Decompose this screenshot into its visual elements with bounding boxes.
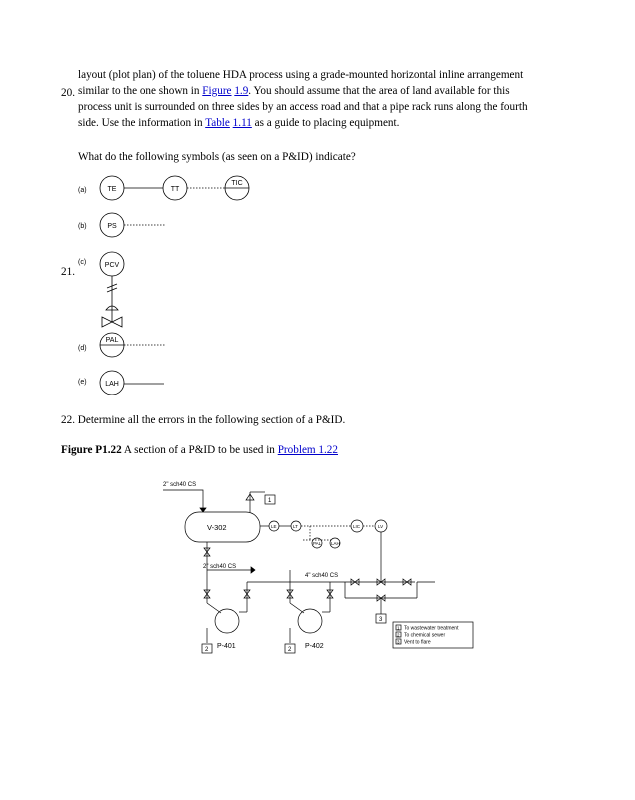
box-2-a-text: 2 bbox=[205, 647, 209, 653]
table-link[interactable]: Table bbox=[205, 117, 230, 129]
pal-text: PAL bbox=[105, 337, 119, 344]
suction-p401-elbow bbox=[207, 603, 221, 613]
lah-text: LAH bbox=[105, 381, 119, 388]
lic-text: LIC bbox=[353, 524, 361, 529]
pump-p401-label: P-401 bbox=[217, 643, 236, 650]
q20-line-3: process unit is surrounded on three sides by an access road and that a pipe rack runs along the fourth bbox=[78, 101, 528, 113]
inlet-arrow bbox=[200, 508, 206, 512]
question-21-number: 21. bbox=[61, 266, 75, 278]
ps-text: PS bbox=[107, 223, 117, 230]
inlet-pipe bbox=[163, 490, 203, 511]
pipe-main-label: 4" sch40 CS bbox=[305, 573, 339, 579]
lah-text-fig: LAH bbox=[331, 541, 340, 546]
lv-text: LV bbox=[378, 524, 384, 529]
item-c-label: (c) bbox=[78, 259, 87, 266]
legend-num-1: 1 bbox=[397, 625, 400, 631]
q20-line-1: layout (plot plan) of the toluene HDA process using a grade-mounted horizontal inline arrangement bbox=[78, 69, 524, 81]
question-22-text: 22. Determine all the errors in the following section of a P&ID. bbox=[61, 414, 346, 426]
legend-text-3: Vent to flare bbox=[404, 639, 431, 646]
tt-text: TT bbox=[170, 186, 180, 193]
instrument-symbols-figure bbox=[70, 170, 260, 395]
pid-section-figure bbox=[155, 478, 480, 663]
te-text: TE bbox=[107, 186, 117, 193]
header-arrow bbox=[251, 567, 255, 573]
question-20-number: 20. bbox=[61, 87, 75, 99]
item-a-label: (a) bbox=[78, 187, 87, 194]
legend-num-2: 2 bbox=[397, 632, 400, 638]
item-d-label: (d) bbox=[78, 345, 87, 352]
q20-line-4: side. Use the information in Table 1.11 as a guide to placing equipment. bbox=[78, 117, 400, 129]
legend-text-1: To wastewater treatment bbox=[404, 625, 459, 632]
lt-text: LT bbox=[293, 524, 298, 529]
legend-text-2: To chemical sewer bbox=[404, 632, 446, 639]
pump-p402-label: P-402 bbox=[305, 643, 324, 650]
box-1-top-text: 1 bbox=[268, 498, 272, 504]
q20-line-2: similar to the one shown in Figure 1.9. You should assume that the area of land available for this bbox=[78, 85, 510, 97]
figure-link[interactable]: Figure bbox=[202, 85, 232, 97]
figure-caption: Figure P1.22 A section of a P&ID to be used in Problem 1.22 bbox=[61, 444, 338, 456]
question-21-prompt: What do the following symbols (as seen on a P&ID) indicate? bbox=[78, 151, 356, 163]
vessel-label: V-302 bbox=[207, 523, 227, 532]
problem-link[interactable]: Problem 1.22 bbox=[277, 444, 338, 456]
legend-num-3: 3 bbox=[397, 639, 400, 645]
pcv-text: PCV bbox=[104, 262, 120, 269]
box-3-text: 3 bbox=[379, 617, 383, 623]
le-text: LE bbox=[271, 524, 277, 529]
question-20-text bbox=[78, 67, 598, 131]
table-number-link[interactable]: 1.11 bbox=[232, 117, 252, 129]
item-e-label: (e) bbox=[78, 379, 87, 386]
pump-p401-icon bbox=[215, 609, 239, 633]
pid-drawing bbox=[163, 482, 473, 653]
suction-p402-elbow bbox=[290, 603, 304, 613]
pal-text-fig: PAL bbox=[313, 541, 322, 546]
figure-number-link[interactable]: 1.9 bbox=[234, 85, 249, 97]
pipe-top-label: 2" sch40 CS bbox=[163, 482, 197, 488]
figure-label: Figure P1.22 bbox=[61, 444, 122, 456]
tic-text: TIC bbox=[231, 180, 243, 187]
box-2-b-text: 2 bbox=[288, 647, 292, 653]
item-b-label: (b) bbox=[78, 223, 87, 230]
pipe-mid-label: 2" sch40 CS bbox=[203, 564, 237, 570]
pump-p402-icon bbox=[298, 609, 322, 633]
